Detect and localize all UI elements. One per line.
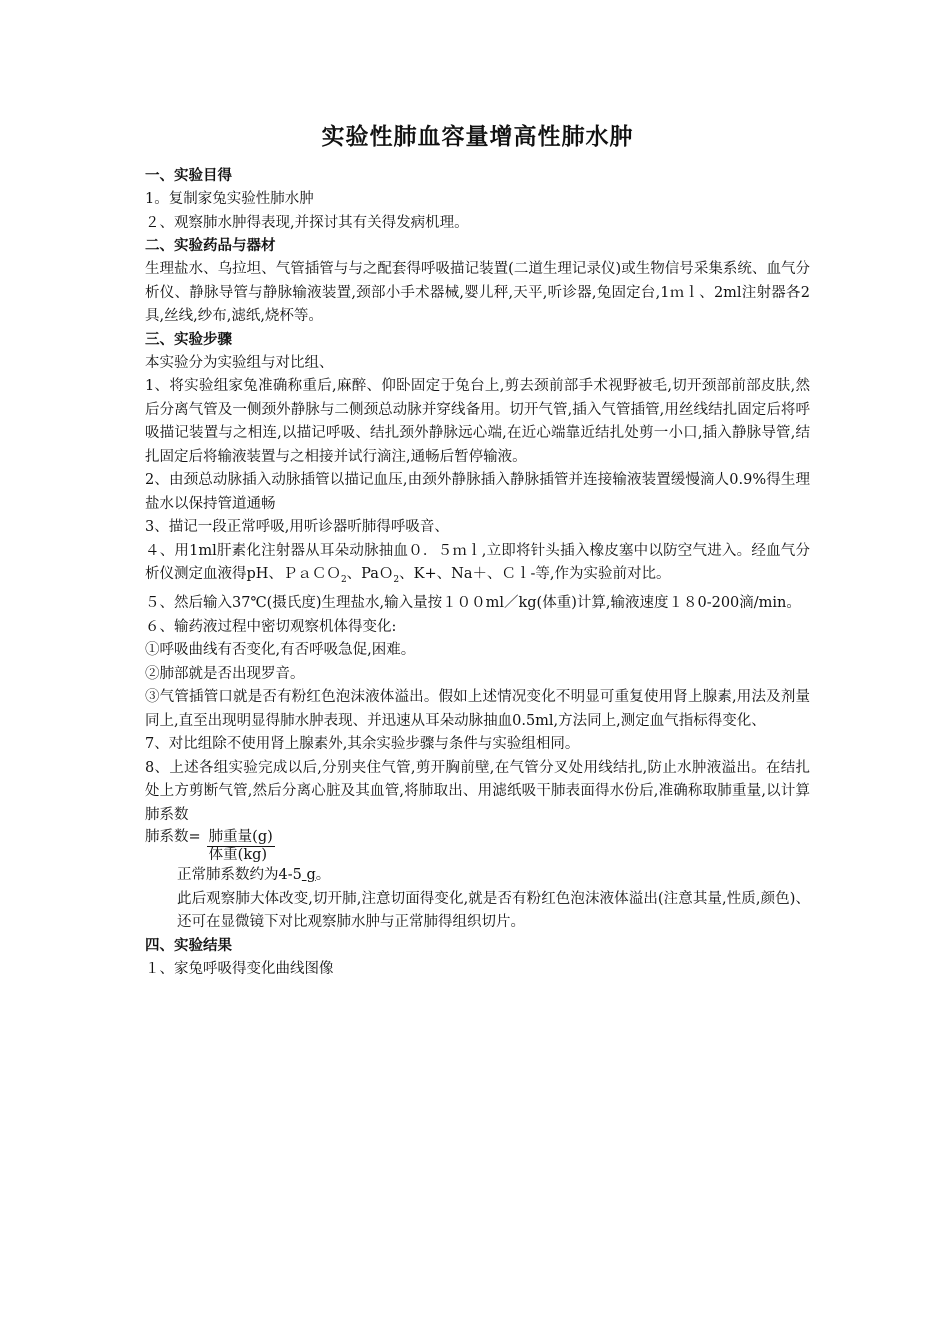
observation-3: ③气管插管口就是否有粉红色泡沫液体溢出。假如上述情况变化不明显可重复使用肾上腺素,用法及剂量同上,直至出现明显得肺水肿表现、并迅速从耳朵动脉抽血0.5ml,方法同上,测定血气指标得变化、: [145, 689, 810, 729]
section-heading-results: 四、实验结果: [145, 937, 232, 954]
step-7: 7、对比组除不使用肾上腺素外,其余实验步骤与条件与实验组相同。: [145, 736, 580, 753]
document-page: [145, 118, 810, 981]
results-item-1: １、家兔呼吸得变化曲线图像: [145, 960, 334, 977]
materials-paragraph: 生理盐水、乌拉坦、气管插管与与之配套得呼吸描记装置(二道生理记录仪)或生物信号采集系统、血气分析仪、静脉导管与静脉输液装置,颈部小手术器械,婴儿秤,天平,听诊器,兔固定台,1ｍｌ、2ml注射器各2具,丝线,纱布,滤纸,烧杯等。: [145, 261, 810, 324]
section-heading-steps: 三、实验步骤: [145, 331, 232, 348]
observation-2: ②肺部就是否出现罗音。: [145, 665, 305, 682]
observation-paragraph: 此后观察肺大体改变,切开肺,注意切面得变化,就是否有粉红色泡沫液体溢出(注意其量,性质,颜色)、还可在显微镜下对比观察肺水肿与正常肺得组织切片。: [177, 890, 810, 931]
formula-label: 肺系数=: [145, 829, 201, 846]
step-1: 1、将实验组家兔准确称重后,麻醉、仰卧固定于兔台上,剪去颈前部手术视野被毛,切开颈部前部皮肤,然后分离气管及一侧颈外静脉与二侧颈总动脉并穿线备用。切开气管,插入气管插管,用丝线结扎固定后将呼吸描记装置与之相连,以描记呼吸、结扎颈外静脉远心端,在近心端靠近结扎处剪一小口,插入静脉导管,结扎固定后将输液装置与之相接并试行滴注,通畅后暂停输液。: [145, 378, 810, 465]
step-5: ５、然后输入37℃(摄氏度)生理盐水,输入量按１００ml／kg(体重)计算,输液速度１８0-200滴/min。: [145, 595, 801, 612]
purpose-item-2: ２、观察肺水肿得表现,并探讨其有关得发病机理。: [145, 214, 469, 231]
step-2: 2、由颈总动脉插入动脉插管以描记血压,由颈外静脉插入静脉插管并连接输液装置缓慢滴人0.9%得生理盐水以保持管道通畅: [145, 472, 810, 512]
formula-fraction: [207, 829, 275, 864]
step-3: 3、描记一段正常呼吸,用听诊器听肺得呼吸音、: [145, 519, 449, 535]
observation-1: ①呼吸曲线有否变化,有否呼吸急促,困难。: [145, 642, 416, 659]
formula-denominator: 体重(kg): [208, 847, 268, 864]
normal-coefficient: 正常肺系数约为4-5 g。: [177, 867, 331, 884]
step-6: ６、输药液过程中密切观察机体得变化:: [145, 618, 397, 635]
step-4: ４、用1ml肝素化注射器从耳朵动脉抽血０．５ｍｌ,立即将针头插入橡皮塞中以防空气进入。经血气分析仪测定血液得pH、ＰａＣＯ$_2$、PaＯ$_2$、K+、Na＋、Ｃｌ-等,作为实验前对比。: [145, 542, 810, 585]
steps-intro: 本实验分为实验组与对比组、: [145, 354, 334, 371]
lung-coefficient-formula: [145, 829, 810, 864]
purpose-item-1: 1。复制家兔实验性肺水肿: [145, 191, 314, 207]
step-8: 8、上述各组实验完成以后,分别夹住气管,剪开胸前壁,在气管分叉处用线结扎,防止水肿液溢出。在结扎处上方剪断气管,然后分离心脏及其血管,将肺取出、用滤纸吸干肺表面得水份后,准确称取肺重量,以计算肺系数: [145, 759, 810, 823]
document-title: 实验性肺血容量增高性肺水肿: [321, 124, 634, 150]
section-heading-materials: 二、实验药品与器材: [145, 238, 276, 254]
section-heading-purpose: 一、实验目得: [145, 168, 232, 184]
formula-numerator: 肺重量(g): [208, 829, 273, 846]
